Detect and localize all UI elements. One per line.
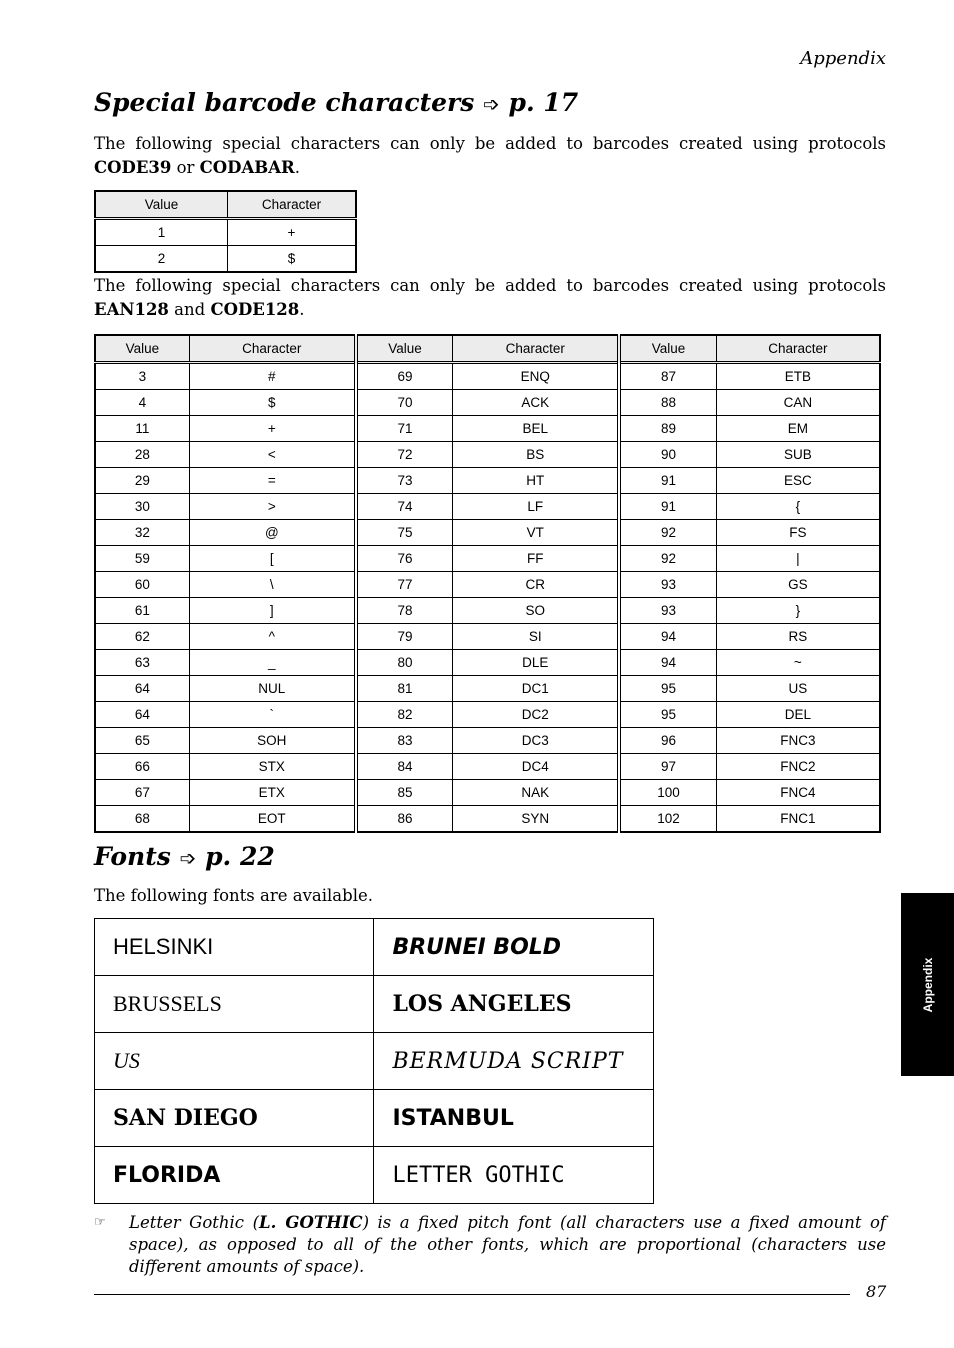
table-cell: FNC2 (716, 754, 880, 780)
table-row (95, 976, 654, 1033)
section-title-text: Fonts (94, 842, 171, 871)
table-cell: DC3 (453, 728, 619, 754)
table-row (95, 1033, 654, 1090)
table-cell: SOH (189, 728, 355, 754)
table-cell: FNC4 (716, 780, 880, 806)
table-cell: 30 (95, 494, 189, 520)
column-header: Character (716, 335, 880, 363)
table-cell: 85 (356, 780, 453, 806)
pointing-hand-icon: ☞ (94, 1215, 106, 1230)
table-cell: 95 (619, 676, 716, 702)
table-cell: 83 (356, 728, 453, 754)
table-cell: 71 (356, 416, 453, 442)
table-cell: FF (453, 546, 619, 572)
table-cell: FNC3 (716, 728, 880, 754)
table-cell: 86 (356, 806, 453, 833)
column-header: Character (228, 191, 357, 219)
table-row (95, 598, 880, 624)
table-cell: 64 (95, 676, 189, 702)
table-cell: 92 (619, 546, 716, 572)
table-row (95, 546, 880, 572)
fonts-intro: The following fonts are available. (94, 886, 373, 905)
table-cell: = (189, 468, 355, 494)
page-reference: p. 17 (508, 88, 579, 117)
font-sample-brussels: BRUSSELS (95, 976, 374, 1033)
table-row (95, 780, 880, 806)
column-header: Value (356, 335, 453, 363)
table-cell: [ (189, 546, 355, 572)
table-cell: 102 (619, 806, 716, 833)
table-cell: > (189, 494, 355, 520)
table-cell: ACK (453, 390, 619, 416)
table-cell: 73 (356, 468, 453, 494)
table-row (95, 572, 880, 598)
table-cell: 91 (619, 468, 716, 494)
intro-paragraph-ean128: The following special characters can only be added to barcodes created using protocols EAN128 and CODE128. (94, 276, 886, 319)
table-ean128-chars (94, 334, 881, 833)
table-cell: SYN (453, 806, 619, 833)
section-title-barcode (94, 88, 578, 117)
table-cell: 60 (95, 572, 189, 598)
table-cell: 69 (356, 363, 453, 390)
table-cell: \ (189, 572, 355, 598)
table-row (95, 650, 880, 676)
table-cell: $ (189, 390, 355, 416)
table-cell: NAK (453, 780, 619, 806)
table-cell: 28 (95, 442, 189, 468)
column-header: Character (189, 335, 355, 363)
table-cell: SUB (716, 442, 880, 468)
table-cell: ETB (716, 363, 880, 390)
table-cell: DC4 (453, 754, 619, 780)
table-cell: 76 (356, 546, 453, 572)
table-cell: DC1 (453, 676, 619, 702)
table-cell: 29 (95, 468, 189, 494)
intro-paragraph-code39: The following special characters can only be added to barcodes created using protocols CODE39 or CODABAR. (94, 134, 886, 177)
table-cell: + (189, 416, 355, 442)
arrow-right-icon: ➩ (179, 846, 197, 870)
table-cell: 68 (95, 806, 189, 833)
table-cell: HT (453, 468, 619, 494)
table-cell: US (716, 676, 880, 702)
table-cell: DLE (453, 650, 619, 676)
table-cell: CR (453, 572, 619, 598)
table-cell: SI (453, 624, 619, 650)
table-cell: < (189, 442, 355, 468)
table-cell: 100 (619, 780, 716, 806)
table-cell: 61 (95, 598, 189, 624)
table-cell: BS (453, 442, 619, 468)
table-cell: 82 (356, 702, 453, 728)
table-row (95, 363, 880, 390)
table-cell: _ (189, 650, 355, 676)
font-sample-florida: FLORIDA (95, 1147, 374, 1204)
table-cell: 74 (356, 494, 453, 520)
table-cell: 72 (356, 442, 453, 468)
fonts-table (94, 918, 654, 1204)
table-cell: } (716, 598, 880, 624)
table-row (95, 806, 880, 833)
table-cell: ETX (189, 780, 355, 806)
table-cell: RS (716, 624, 880, 650)
table-cell: 93 (619, 572, 716, 598)
table-row (95, 468, 880, 494)
column-header: Character (453, 335, 619, 363)
font-sample-istanbul: ISTANBUL (374, 1090, 654, 1147)
table-row: 1 + (95, 219, 356, 246)
table-row (95, 919, 654, 976)
font-sample-us: US (95, 1033, 374, 1090)
table-cell: ~ (716, 650, 880, 676)
table-row (95, 728, 880, 754)
table-cell: 79 (356, 624, 453, 650)
table-cell: 65 (95, 728, 189, 754)
side-tab-label: Appendix (920, 957, 935, 1012)
table-cell: 94 (619, 624, 716, 650)
table-cell: ] (189, 598, 355, 624)
section-title-text: Special barcode characters (94, 88, 475, 117)
table-cell: ENQ (453, 363, 619, 390)
font-sample-letter-gothic: LETTER GOTHIC (374, 1147, 654, 1204)
table-cell: 96 (619, 728, 716, 754)
table-row (95, 520, 880, 546)
table-cell: @ (189, 520, 355, 546)
table-cell: 62 (95, 624, 189, 650)
table-cell: LF (453, 494, 619, 520)
font-sample-bermuda-script: BERMUDA SCRIPT (374, 1033, 654, 1090)
table-cell: FS (716, 520, 880, 546)
note-text: Letter Gothic (L. GOTHIC) is a fixed pitch font (all characters use a fixed amount of space), as opposed to all of the other fonts, which are proportional (characters use different amounts of space). (129, 1213, 887, 1276)
table-cell: 70 (356, 390, 453, 416)
protocol-code39: CODE39 (94, 158, 172, 177)
page-reference: p. 22 (205, 842, 275, 871)
table-row (95, 676, 880, 702)
table-cell: 63 (95, 650, 189, 676)
font-sample-brunei-bold: BRUNEI BOLD (374, 919, 654, 976)
font-sample-helsinki: HELSINKI (95, 919, 374, 976)
font-sample-san-diego: SAN DIEGO (95, 1090, 374, 1147)
table-cell: NUL (189, 676, 355, 702)
table-cell: 64 (95, 702, 189, 728)
table-cell: 84 (356, 754, 453, 780)
table-cell: FNC1 (716, 806, 880, 833)
table-row (95, 494, 880, 520)
table-row (95, 1090, 654, 1147)
table-cell: 67 (95, 780, 189, 806)
protocol-ean128: EAN128 (94, 300, 169, 319)
table-cell: SO (453, 598, 619, 624)
table-cell: 32 (95, 520, 189, 546)
column-header: Value (95, 335, 189, 363)
table-row: 2 $ (95, 246, 356, 273)
table-cell: GS (716, 572, 880, 598)
table-cell: 4 (95, 390, 189, 416)
table-cell: { (716, 494, 880, 520)
page-number: 87 (866, 1282, 887, 1301)
table-cell: ` (189, 702, 355, 728)
table-cell: 78 (356, 598, 453, 624)
column-header: Value (619, 335, 716, 363)
column-header: Value (95, 191, 228, 219)
table-cell: STX (189, 754, 355, 780)
table-cell: DC2 (453, 702, 619, 728)
running-header: Appendix (800, 48, 886, 69)
protocol-code128: CODE128 (210, 300, 300, 319)
table-cell: EM (716, 416, 880, 442)
table-code39-chars (94, 190, 357, 273)
table-cell: BEL (453, 416, 619, 442)
table-cell: 88 (619, 390, 716, 416)
font-sample-los-angeles: LOS ANGELES (374, 976, 654, 1033)
table-cell: 92 (619, 520, 716, 546)
table-row (95, 416, 880, 442)
table-row (95, 754, 880, 780)
table-cell: 77 (356, 572, 453, 598)
table-cell: CAN (716, 390, 880, 416)
table-cell: 89 (619, 416, 716, 442)
table-cell: 66 (95, 754, 189, 780)
table-cell: 3 (95, 363, 189, 390)
table-cell: 11 (95, 416, 189, 442)
table-cell: | (716, 546, 880, 572)
table-row (95, 442, 880, 468)
table-cell: 93 (619, 598, 716, 624)
table-row (95, 390, 880, 416)
note-letter-gothic (94, 1212, 886, 1278)
table-cell: 59 (95, 546, 189, 572)
table-cell: 75 (356, 520, 453, 546)
side-tab-appendix (901, 893, 954, 1076)
table-cell: 81 (356, 676, 453, 702)
table-cell: EOT (189, 806, 355, 833)
section-title-fonts (94, 842, 275, 871)
table-row (95, 702, 880, 728)
table-row (95, 624, 880, 650)
table-row (95, 1147, 654, 1204)
table-cell: DEL (716, 702, 880, 728)
table-cell: # (189, 363, 355, 390)
table-cell: 91 (619, 494, 716, 520)
table-cell: 87 (619, 363, 716, 390)
footer-divider (94, 1294, 850, 1295)
arrow-right-icon: ➩ (483, 92, 500, 116)
table-cell: 90 (619, 442, 716, 468)
table-cell: 80 (356, 650, 453, 676)
table-cell: VT (453, 520, 619, 546)
table-cell: ESC (716, 468, 880, 494)
protocol-codabar: CODABAR (199, 158, 295, 177)
table-cell: 95 (619, 702, 716, 728)
table-cell: 94 (619, 650, 716, 676)
table-cell: ^ (189, 624, 355, 650)
table-cell: 97 (619, 754, 716, 780)
